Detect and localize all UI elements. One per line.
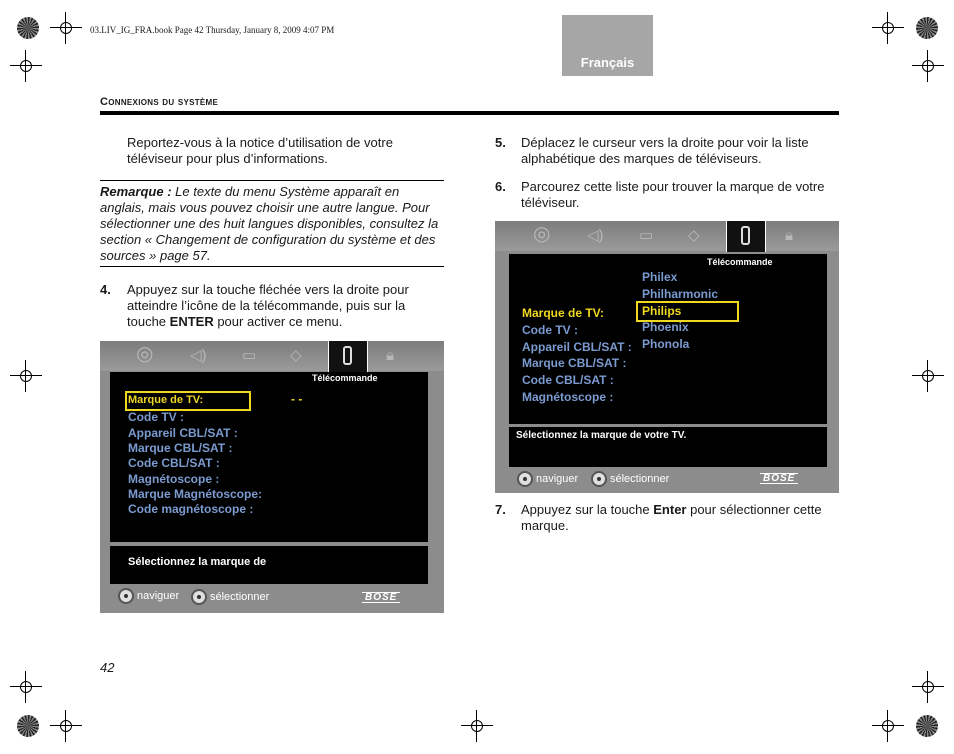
tv-menu-item[interactable]: Code TV : [522,323,578,337]
navigate-icon [517,471,533,487]
bose-logo: BOSE [760,473,798,484]
speaker-icon: ◁) [190,347,207,364]
crop-mark [18,58,34,74]
lock-icon: 🔒︎ [785,227,793,244]
page-number: 42 [100,660,115,675]
section-title: Connexions du système [100,96,219,108]
select-label: sélectionner [210,590,270,603]
tv-menu-item[interactable]: Marque CBL/SAT : [128,441,233,455]
note-bottom-rule [100,266,444,267]
tv-menu-item[interactable]: Magnétoscope : [522,390,614,404]
crop-mark [920,679,936,695]
navigate-label: naviguer [536,472,579,485]
brand-list-item[interactable]: Philex [642,270,678,284]
select-icon [191,589,207,605]
step-7-part: pour sélectionner cette marque. [521,502,822,533]
tv-menu-item-brand[interactable]: Marque de TV: [522,306,605,320]
crop-mark [58,20,74,36]
select-hint [191,589,269,605]
tv-menu-value: - - [291,392,303,406]
tv-menu-item[interactable]: Code CBL/SAT : [128,456,220,470]
remote-icon-tab[interactable] [328,341,368,372]
step-6-text: Parcourez cette liste pour trouver la marque de votre téléviseur. [521,179,825,210]
enter-key-label: Enter [653,502,687,517]
remote-angle-icon: ◇ [290,347,302,364]
step-7-text [521,502,839,534]
book-header: 03.LIV_IG_FRA.book Page 42 Thursday, January 8, 2009 4:07 PM [90,25,335,35]
tv-menu-item[interactable]: Code TV : [128,410,184,424]
crop-mark [18,679,34,695]
navigate-icon [118,588,134,604]
section-divider [100,111,839,115]
brand-list-item[interactable]: Phoenix [642,320,689,334]
select-icon [591,471,607,487]
disc-icon: ◎ [136,343,154,365]
note [100,184,444,264]
crop-mark [880,718,896,734]
step-number: 6. [495,179,506,194]
crop-mark [469,718,485,734]
step-number: 4. [100,282,111,297]
step-7-part: Appuyez sur la touche [521,502,654,517]
crop-mark [18,368,34,384]
registration-rosette [916,715,938,737]
navigate-hint [517,471,578,487]
registration-rosette [17,715,39,737]
tv-menu-item[interactable]: Appareil CBL/SAT : [522,340,632,354]
enter-key-label: ENTER [169,314,214,329]
tv-header-label: Télécommande [312,373,378,383]
remote-icon [343,346,352,365]
crop-mark [58,718,74,734]
crop-mark [920,58,936,74]
remote-icon [741,226,750,245]
tv-menu-item-brand[interactable]: Marque de TV: [128,394,204,406]
note-top-rule [100,180,444,181]
bose-logo: BOSE [362,592,400,603]
lock-icon: 🔒︎ [386,347,394,364]
tv-status-text: Sélectionnez la marque de votre TV. [516,430,687,441]
tv-menu-item[interactable]: Magnétoscope : [128,472,220,486]
crop-mark [920,368,936,384]
tv-status-text: Sélectionnez la marque de [128,556,267,568]
select-hint [591,471,669,487]
tv-menu-item[interactable]: Marque CBL/SAT : [522,356,627,370]
registration-rosette [916,17,938,39]
tv-header-label: Télécommande [707,257,773,267]
tv-menu-item[interactable]: Marque Magnétoscope: [128,487,263,501]
disc-icon: ◎ [533,223,551,245]
speaker-icon: ◁) [587,227,604,244]
brand-list-item-selected[interactable]: Philips [642,304,682,318]
select-label: sélectionner [610,472,670,485]
note-text: Le texte du menu Système apparaît en anglais, mais vous pouvez choisir une autre langue. Pour sélectionner une des huit langues disponibles, consultez la section « Changement de configuration du système et des sources » page 57. [100,184,439,263]
remote-icon-tab[interactable] [726,221,766,252]
navigate-hint [118,588,179,604]
navigate-label: naviguer [137,589,180,602]
step-number: 7. [495,502,506,517]
brand-list-item[interactable]: Phonola [642,337,690,351]
note-label: Remarque : [100,184,172,199]
step-4-part: pour activer ce menu. [213,314,343,329]
crop-mark [880,20,896,36]
step-4-text [127,282,437,330]
intro-paragraph: Reportez-vous à la notice d’utilisation de votre téléviseur pour plus d’informations. [127,135,393,166]
language-tab: Français [562,15,653,76]
screen-icon: ▭ [242,347,257,364]
step-5-text: Déplacez le curseur vers la droite pour voir la liste alphabétique des marques de téléviseurs. [521,135,809,166]
tv-menu-item[interactable]: Appareil CBL/SAT : [128,426,238,440]
registration-rosette [17,17,39,39]
tv-screen-2 [495,221,839,493]
screen-icon: ▭ [639,227,654,244]
tv-menu-item[interactable]: Code CBL/SAT : [522,373,614,387]
remote-angle-icon: ◇ [688,227,700,244]
step-4-part: Appuyez sur la touche fléchée vers la droite pour atteindre l’icône de la télécommande, puis sur la touche [127,282,409,329]
tv-menu-item[interactable]: Code magnétoscope : [128,502,254,516]
brand-list-item[interactable]: Philharmonic [642,287,719,301]
step-number: 5. [495,135,506,150]
tv-screen-1 [100,341,444,613]
